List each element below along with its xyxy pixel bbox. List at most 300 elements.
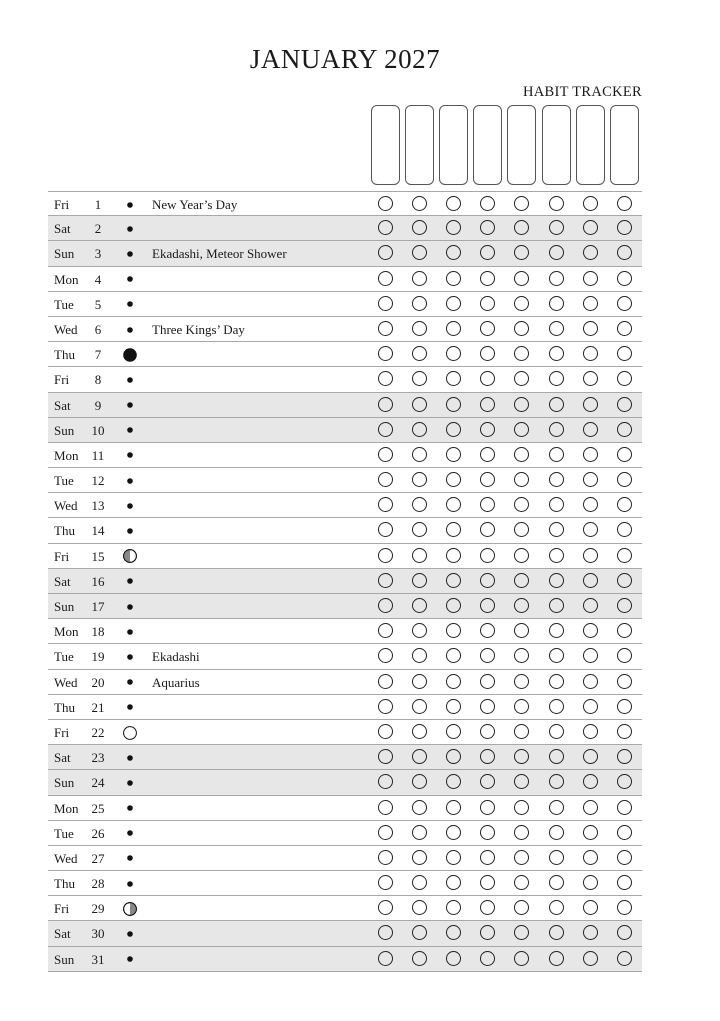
habit-checkbox[interactable] [480, 497, 495, 512]
habit-checkbox[interactable] [549, 573, 564, 588]
habit-checkbox[interactable] [412, 925, 427, 940]
habit-checkbox[interactable] [446, 397, 461, 412]
habit-checkbox[interactable] [617, 573, 632, 588]
habit-checkbox[interactable] [583, 522, 598, 537]
habit-checkbox[interactable] [480, 346, 495, 361]
habit-checkbox[interactable] [583, 699, 598, 714]
habit-checkbox[interactable] [446, 447, 461, 462]
habit-checkbox[interactable] [583, 196, 598, 211]
day-of-week: Fri [54, 901, 70, 917]
habit-checkbox[interactable] [412, 724, 427, 739]
habit-checkbox[interactable] [412, 548, 427, 563]
habit-checkbox[interactable] [412, 397, 427, 412]
habit-checkbox[interactable] [617, 648, 632, 663]
habit-checkbox[interactable] [514, 674, 529, 689]
habit-checkbox[interactable] [583, 598, 598, 613]
habit-checkbox[interactable] [617, 623, 632, 638]
habit-checkbox[interactable] [378, 271, 393, 286]
habit-checkbox[interactable] [617, 321, 632, 336]
habit-checkbox[interactable] [549, 346, 564, 361]
habit-checkbox[interactable] [549, 271, 564, 286]
habit-checkbox[interactable] [514, 271, 529, 286]
habit-checkbox[interactable] [549, 497, 564, 512]
habit-checkbox[interactable] [446, 245, 461, 260]
habit-checkbox[interactable] [446, 296, 461, 311]
habit-checkbox[interactable] [514, 447, 529, 462]
habit-checkbox[interactable] [549, 699, 564, 714]
habit-checkbox[interactable] [412, 774, 427, 789]
habit-checkbox[interactable] [446, 220, 461, 235]
habit-checkbox[interactable] [446, 951, 461, 966]
habit-checkbox[interactable] [378, 296, 393, 311]
habit-checkbox[interactable] [378, 900, 393, 915]
day-row [48, 720, 642, 745]
habit-checkbox[interactable] [549, 951, 564, 966]
habit-checkbox[interactable] [412, 699, 427, 714]
habit-checkbox[interactable] [617, 522, 632, 537]
habit-checkbox[interactable] [617, 951, 632, 966]
habit-checkbox[interactable] [549, 548, 564, 563]
day-of-week: Wed [54, 674, 78, 690]
habit-checkbox[interactable] [617, 548, 632, 563]
habit-checkbox[interactable] [446, 497, 461, 512]
habit-checkbox[interactable] [480, 925, 495, 940]
habit-checkbox[interactable] [378, 321, 393, 336]
day-row [48, 342, 642, 367]
habit-checkbox[interactable] [549, 800, 564, 815]
habit-checkbox[interactable] [378, 220, 393, 235]
day-number: 21 [91, 699, 105, 715]
habit-checkbox[interactable] [583, 296, 598, 311]
habit-checkbox[interactable] [446, 573, 461, 588]
habit-checkbox[interactable] [412, 573, 427, 588]
habit-checkbox[interactable] [583, 397, 598, 412]
day-of-week: Fri [54, 372, 70, 388]
habit-checkbox[interactable] [480, 648, 495, 663]
habit-checkbox[interactable] [549, 724, 564, 739]
habit-checkbox[interactable] [446, 472, 461, 487]
habit-checkbox[interactable] [514, 472, 529, 487]
day-number: 11 [91, 447, 105, 463]
habit-checkbox[interactable] [412, 825, 427, 840]
habit-checkbox[interactable] [446, 271, 461, 286]
habit-checkbox[interactable] [549, 825, 564, 840]
habit-checkbox[interactable] [617, 699, 632, 714]
day-row [48, 393, 642, 418]
day-of-week: Sun [54, 951, 75, 967]
habit-checkbox[interactable] [617, 397, 632, 412]
habit-checkbox[interactable] [583, 548, 598, 563]
habit-checkbox[interactable] [617, 296, 632, 311]
habit-checkbox[interactable] [378, 371, 393, 386]
day-number: 15 [91, 548, 105, 564]
day-of-week: Sat [54, 221, 71, 237]
day-row [48, 569, 642, 594]
habit-checkbox[interactable] [583, 774, 598, 789]
habit-checkbox[interactable] [412, 220, 427, 235]
habit-checkbox[interactable] [549, 371, 564, 386]
habit-checkbox[interactable] [378, 699, 393, 714]
habit-checkbox[interactable] [378, 497, 393, 512]
dot-icon [127, 855, 133, 861]
habit-checkbox[interactable] [480, 522, 495, 537]
habit-checkbox[interactable] [549, 875, 564, 890]
habit-checkbox[interactable] [514, 422, 529, 437]
habit-checkbox[interactable] [412, 951, 427, 966]
dot-icon [127, 956, 133, 962]
habit-checkbox[interactable] [378, 825, 393, 840]
habit-checkbox[interactable] [549, 397, 564, 412]
habit-checkbox[interactable] [617, 875, 632, 890]
habit-checkbox[interactable] [480, 875, 495, 890]
habit-checkbox[interactable] [617, 245, 632, 260]
day-of-week: Mon [54, 271, 79, 287]
habit-checkbox[interactable] [583, 724, 598, 739]
habit-checkbox[interactable] [549, 749, 564, 764]
day-number: 25 [91, 800, 105, 816]
habit-name-box-5[interactable] [507, 105, 536, 185]
habit-checkbox[interactable] [514, 522, 529, 537]
habit-checkbox[interactable] [446, 925, 461, 940]
habit-checkbox[interactable] [583, 447, 598, 462]
habit-checkbox[interactable] [514, 220, 529, 235]
habit-checkbox[interactable] [583, 674, 598, 689]
habit-checkbox[interactable] [549, 623, 564, 638]
habit-checkbox[interactable] [446, 648, 461, 663]
habit-checkbox[interactable] [514, 951, 529, 966]
habit-checkbox[interactable] [583, 346, 598, 361]
habit-checkbox[interactable] [446, 623, 461, 638]
habit-checkbox[interactable] [480, 800, 495, 815]
habit-checkbox[interactable] [446, 900, 461, 915]
habit-checkbox[interactable] [480, 674, 495, 689]
day-of-week: Sat [54, 397, 71, 413]
habit-checkbox[interactable] [583, 422, 598, 437]
habit-checkbox[interactable] [378, 598, 393, 613]
habit-checkbox[interactable] [446, 699, 461, 714]
habit-checkbox[interactable] [378, 875, 393, 890]
habit-checkbox[interactable] [549, 850, 564, 865]
habit-checkbox[interactable] [446, 774, 461, 789]
habit-name-box-6[interactable] [542, 105, 571, 185]
day-row [48, 796, 642, 821]
habit-checkbox[interactable] [617, 220, 632, 235]
habit-checkbox[interactable] [514, 699, 529, 714]
habit-checkbox[interactable] [549, 674, 564, 689]
habit-checkbox[interactable] [412, 346, 427, 361]
habit-checkbox[interactable] [378, 447, 393, 462]
day-number: 30 [91, 926, 105, 942]
habit-checkbox[interactable] [412, 900, 427, 915]
habit-checkbox[interactable] [617, 447, 632, 462]
day-number: 7 [94, 347, 102, 363]
habit-checkbox[interactable] [514, 548, 529, 563]
habit-checkbox[interactable] [412, 598, 427, 613]
habit-checkbox[interactable] [446, 875, 461, 890]
dot-icon [127, 503, 133, 509]
habit-checkbox[interactable] [446, 371, 461, 386]
habit-checkbox[interactable] [480, 951, 495, 966]
habit-checkbox[interactable] [378, 196, 393, 211]
habit-checkbox[interactable] [412, 497, 427, 512]
habit-checkbox[interactable] [446, 674, 461, 689]
day-row [48, 770, 642, 795]
habit-checkbox[interactable] [378, 674, 393, 689]
habit-checkbox[interactable] [480, 472, 495, 487]
habit-checkbox[interactable] [412, 472, 427, 487]
day-number: 5 [94, 296, 102, 312]
habit-checkbox[interactable] [412, 371, 427, 386]
day-of-week: Tue [54, 296, 74, 312]
habit-checkbox[interactable] [480, 724, 495, 739]
habit-checkbox[interactable] [412, 296, 427, 311]
habit-checkbox[interactable] [412, 674, 427, 689]
habit-checkbox[interactable] [412, 875, 427, 890]
habit-checkbox[interactable] [514, 371, 529, 386]
habit-checkbox[interactable] [617, 598, 632, 613]
habit-checkbox[interactable] [617, 825, 632, 840]
habit-checkbox[interactable] [617, 774, 632, 789]
day-row [48, 468, 642, 493]
habit-name-box-3[interactable] [439, 105, 468, 185]
habit-checkbox[interactable] [412, 623, 427, 638]
habit-checkbox[interactable] [549, 925, 564, 940]
habit-checkbox[interactable] [617, 724, 632, 739]
habit-checkbox[interactable] [583, 321, 598, 336]
habit-checkbox[interactable] [378, 724, 393, 739]
day-row [48, 443, 642, 468]
habit-checkbox[interactable] [412, 196, 427, 211]
habit-checkbox[interactable] [446, 196, 461, 211]
habit-checkbox[interactable] [446, 346, 461, 361]
habit-checkbox[interactable] [480, 447, 495, 462]
habit-checkbox[interactable] [378, 623, 393, 638]
habit-checkbox[interactable] [617, 850, 632, 865]
habit-checkbox[interactable] [617, 196, 632, 211]
habit-checkbox[interactable] [514, 825, 529, 840]
habit-checkbox[interactable] [617, 800, 632, 815]
habit-checkbox[interactable] [480, 397, 495, 412]
habit-name-box-7[interactable] [576, 105, 605, 185]
day-row [48, 191, 642, 216]
day-number: 18 [91, 624, 105, 640]
habit-checkbox[interactable] [514, 598, 529, 613]
habit-checkbox[interactable] [446, 548, 461, 563]
habit-checkbox[interactable] [378, 548, 393, 563]
habit-checkbox[interactable] [583, 497, 598, 512]
habit-checkbox[interactable] [378, 573, 393, 588]
habit-checkbox[interactable] [480, 296, 495, 311]
habit-checkbox[interactable] [514, 648, 529, 663]
day-row [48, 670, 642, 695]
last-quarter-icon [123, 901, 138, 916]
habit-checkbox[interactable] [378, 522, 393, 537]
habit-checkbox[interactable] [514, 774, 529, 789]
habit-checkbox[interactable] [617, 925, 632, 940]
habit-checkbox[interactable] [378, 925, 393, 940]
day-row [48, 594, 642, 619]
habit-name-box-4[interactable] [473, 105, 502, 185]
habit-checkbox[interactable] [514, 724, 529, 739]
habit-checkbox[interactable] [617, 749, 632, 764]
habit-checkbox[interactable] [583, 749, 598, 764]
habit-checkbox[interactable] [514, 623, 529, 638]
habit-checkbox[interactable] [617, 371, 632, 386]
habit-checkbox[interactable] [480, 900, 495, 915]
habit-checkbox[interactable] [549, 522, 564, 537]
habit-name-box-1[interactable] [371, 105, 400, 185]
habit-checkbox[interactable] [412, 522, 427, 537]
habit-checkbox[interactable] [514, 397, 529, 412]
habit-checkbox[interactable] [514, 573, 529, 588]
habit-checkbox[interactable] [446, 749, 461, 764]
habit-checkbox[interactable] [514, 321, 529, 336]
dot-icon [127, 578, 133, 584]
habit-checkbox[interactable] [480, 825, 495, 840]
habit-checkbox[interactable] [514, 245, 529, 260]
habit-checkbox[interactable] [617, 674, 632, 689]
habit-checkbox[interactable] [412, 800, 427, 815]
habit-checkbox[interactable] [480, 774, 495, 789]
habit-checkbox[interactable] [617, 271, 632, 286]
day-of-week: Thu [54, 523, 75, 539]
habit-checkbox[interactable] [412, 749, 427, 764]
habit-checkbox[interactable] [617, 346, 632, 361]
day-of-week: Mon [54, 800, 79, 816]
habit-checkbox[interactable] [549, 220, 564, 235]
habit-checkbox[interactable] [583, 850, 598, 865]
habit-checkbox[interactable] [480, 220, 495, 235]
habit-checkbox[interactable] [480, 196, 495, 211]
habit-checkbox[interactable] [480, 371, 495, 386]
habit-checkbox[interactable] [617, 422, 632, 437]
habit-checkbox[interactable] [412, 271, 427, 286]
habit-checkbox[interactable] [514, 850, 529, 865]
habit-checkbox[interactable] [480, 749, 495, 764]
habit-checkbox[interactable] [583, 900, 598, 915]
habit-checkbox[interactable] [514, 346, 529, 361]
habit-checkbox[interactable] [412, 245, 427, 260]
habit-checkbox[interactable] [583, 825, 598, 840]
habit-checkbox[interactable] [480, 321, 495, 336]
habit-checkbox[interactable] [378, 749, 393, 764]
habit-checkbox[interactable] [378, 472, 393, 487]
habit-checkbox[interactable] [583, 271, 598, 286]
habit-checkbox[interactable] [446, 800, 461, 815]
habit-checkbox[interactable] [583, 371, 598, 386]
habit-checkbox[interactable] [480, 850, 495, 865]
habit-checkbox[interactable] [514, 196, 529, 211]
habit-checkbox[interactable] [549, 774, 564, 789]
habit-checkbox[interactable] [514, 875, 529, 890]
habit-checkbox[interactable] [514, 296, 529, 311]
habit-checkbox[interactable] [514, 749, 529, 764]
day-number: 9 [94, 397, 102, 413]
habit-checkbox[interactable] [446, 522, 461, 537]
habit-name-box-2[interactable] [405, 105, 434, 185]
habit-checkbox[interactable] [514, 800, 529, 815]
habit-checkbox[interactable] [583, 925, 598, 940]
habit-name-box-8[interactable] [610, 105, 639, 185]
habit-checkbox[interactable] [549, 598, 564, 613]
habit-checkbox[interactable] [446, 321, 461, 336]
habit-checkbox[interactable] [446, 825, 461, 840]
habit-checkbox[interactable] [378, 245, 393, 260]
habit-checkbox[interactable] [514, 497, 529, 512]
habit-checkbox[interactable] [549, 447, 564, 462]
day-row [48, 241, 642, 266]
habit-checkbox[interactable] [378, 422, 393, 437]
dot-icon [127, 251, 133, 257]
habit-checkbox[interactable] [412, 447, 427, 462]
habit-checkbox[interactable] [378, 850, 393, 865]
habit-checkbox[interactable] [378, 397, 393, 412]
habit-checkbox[interactable] [480, 623, 495, 638]
day-of-week: Sun [54, 422, 75, 438]
habit-checkbox[interactable] [514, 925, 529, 940]
habit-checkbox[interactable] [480, 598, 495, 613]
habit-checkbox[interactable] [583, 573, 598, 588]
habit-checkbox[interactable] [378, 951, 393, 966]
habit-checkbox[interactable] [378, 774, 393, 789]
habit-checkbox[interactable] [617, 472, 632, 487]
event-label: Aquarius [152, 674, 200, 690]
habit-checkbox[interactable] [446, 724, 461, 739]
habit-checkbox[interactable] [446, 850, 461, 865]
habit-checkbox[interactable] [617, 497, 632, 512]
habit-checkbox[interactable] [480, 548, 495, 563]
habit-checkbox[interactable] [412, 422, 427, 437]
habit-checkbox[interactable] [583, 245, 598, 260]
habit-checkbox[interactable] [480, 245, 495, 260]
habit-checkbox[interactable] [549, 472, 564, 487]
day-number: 4 [94, 271, 102, 287]
habit-checkbox[interactable] [549, 321, 564, 336]
habit-checkbox[interactable] [412, 321, 427, 336]
habit-checkbox[interactable] [378, 800, 393, 815]
habit-checkbox[interactable] [549, 245, 564, 260]
habit-checkbox[interactable] [583, 800, 598, 815]
habit-checkbox[interactable] [549, 296, 564, 311]
habit-checkbox[interactable] [549, 900, 564, 915]
habit-checkbox[interactable] [583, 472, 598, 487]
dot-icon [127, 780, 133, 786]
habit-checkbox[interactable] [446, 422, 461, 437]
habit-checkbox[interactable] [446, 598, 461, 613]
habit-checkbox[interactable] [412, 648, 427, 663]
habit-checkbox[interactable] [480, 573, 495, 588]
dot-icon [127, 679, 133, 685]
habit-checkbox[interactable] [617, 900, 632, 915]
habit-checkbox[interactable] [583, 951, 598, 966]
dot-icon [127, 755, 133, 761]
habit-checkbox[interactable] [549, 196, 564, 211]
habit-checkbox[interactable] [480, 271, 495, 286]
habit-checkbox[interactable] [583, 875, 598, 890]
habit-checkbox[interactable] [549, 648, 564, 663]
day-row [48, 493, 642, 518]
habit-checkbox[interactable] [480, 422, 495, 437]
habit-checkbox[interactable] [549, 422, 564, 437]
habit-checkbox[interactable] [378, 346, 393, 361]
habit-checkbox[interactable] [583, 648, 598, 663]
habit-checkbox[interactable] [514, 900, 529, 915]
habit-checkbox[interactable] [378, 648, 393, 663]
habit-checkbox[interactable] [412, 850, 427, 865]
habit-checkbox[interactable] [480, 699, 495, 714]
habit-checkbox[interactable] [583, 220, 598, 235]
habit-checkbox[interactable] [583, 623, 598, 638]
